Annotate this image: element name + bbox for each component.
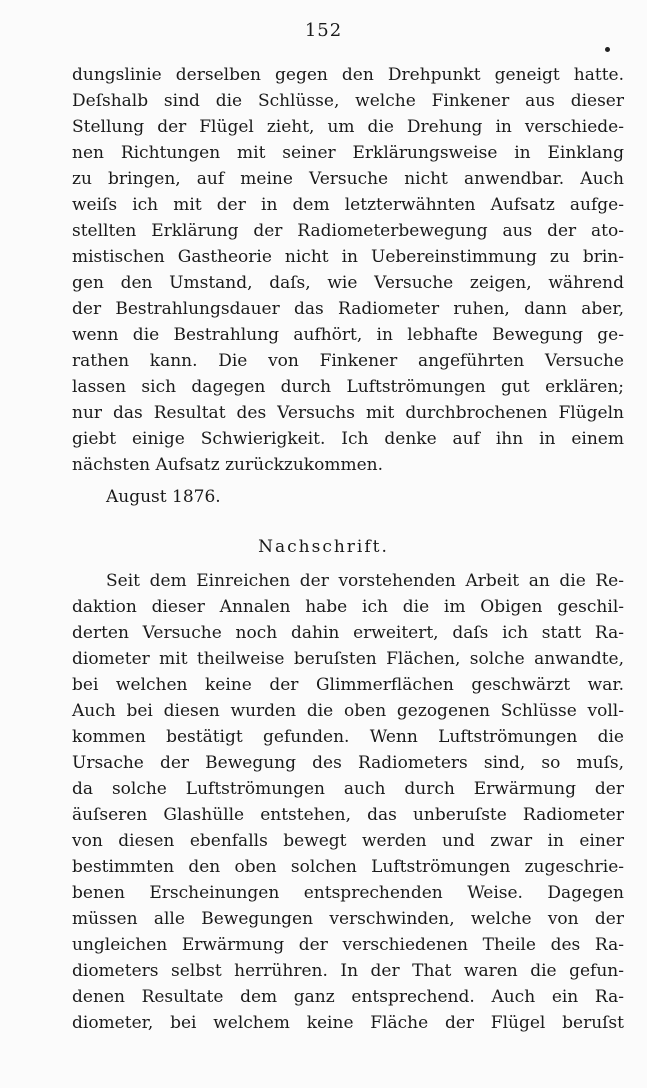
text-line: nen Richtungen mit seiner Erklärungsweise in Einklang [72,143,624,163]
text-line: dungslinie derselben gegen den Drehpunkt geneigt hatte. [72,65,624,85]
text-line: äuſseren Glashülle entstehen, das unberuſste Radiometer [72,805,624,825]
text-line: von diesen ebenfalls bewegt werden und zwar in einer [72,831,624,851]
text-line: benen Erscheinungen entsprechenden Weise. Dagegen [72,883,624,903]
section-heading: Nachschrift. [258,537,389,557]
paragraph-1 [72,62,624,478]
page-number: 152 [304,20,343,41]
text-line: lassen sich dagegen durch Luftströmungen gut erklären; [72,377,624,397]
paragraph-2 [72,568,624,1036]
text-line: Ursache der Bewegung des Radiometers sind, so muſs, [72,753,624,773]
text-line: nächsten Aufsatz zurückzukommen. [72,455,383,475]
text-line: bestimmten den oben solchen Luftströmungen zugeschrie- [72,857,624,877]
text-line: mistischen Gastheorie nicht in Uebereinstimmung zu brin- [72,247,624,267]
text-line: bei welchen keine der Glimmerflächen geschwärzt war. [72,675,624,695]
text-line: zu bringen, auf meine Versuche nicht anwendbar. Auch [72,169,624,189]
text-line: stellten Erklärung der Radiometerbewegung aus der ato- [72,221,624,241]
text-line: kommen bestätigt gefunden. Wenn Luftströmungen die [72,727,624,747]
text-line: der Bestrahlungsdauer das Radiometer ruhen, dann aber, [72,299,624,319]
text-line: müssen alle Bewegungen verschwinden, welche von der [72,909,624,929]
text-line: Stellung der Flügel zieht, um die Drehung in verschiede- [72,117,624,137]
text-line: gen den Umstand, daſs, wie Versuche zeigen, während [72,273,624,293]
text-line: denen Resultate dem ganz entsprechend. Auch ein Ra- [72,987,624,1007]
text-line: daktion dieser Annalen habe ich die im Obigen geschil- [72,597,624,617]
text-line: nur das Resultat des Versuchs mit durchbrochenen Flügeln [72,403,624,423]
text-line: ungleichen Erwärmung der verschiedenen Theile des Ra- [72,935,624,955]
text-line: diometer mit theilweise beruſsten Flächen, solche anwandte, [72,649,624,669]
text-line: diometers selbst herrühren. In der That waren die gefun- [72,961,624,981]
text-line: Deſshalb sind die Schlüsse, welche Finkener aus dieser [72,91,624,111]
text-line: weiſs ich mit der in dem letzterwähnten Aufsatz aufge- [72,195,624,215]
print-speck [605,47,610,52]
text-line: da solche Luftströmungen auch durch Erwärmung der [72,779,624,799]
text-line: diometer, bei welchem keine Fläche der Flügel beruſst [72,1013,624,1033]
text-line: rathen kann. Die von Finkener angeführten Versuche [72,351,624,371]
text-line: wenn die Bestrahlung aufhört, in lebhafte Bewegung ge- [72,325,624,345]
text-line: Auch bei diesen wurden die oben gezogenen Schlüsse voll- [72,701,624,721]
text-line: derten Versuche noch dahin erweitert, daſs ich statt Ra- [72,623,624,643]
dateline: August 1876. [106,487,221,507]
text-line: giebt einige Schwierigkeit. Ich denke auf ihn in einem [72,429,624,449]
text-line: Seit dem Einreichen der vorstehenden Arbeit an die Re- [106,571,624,591]
